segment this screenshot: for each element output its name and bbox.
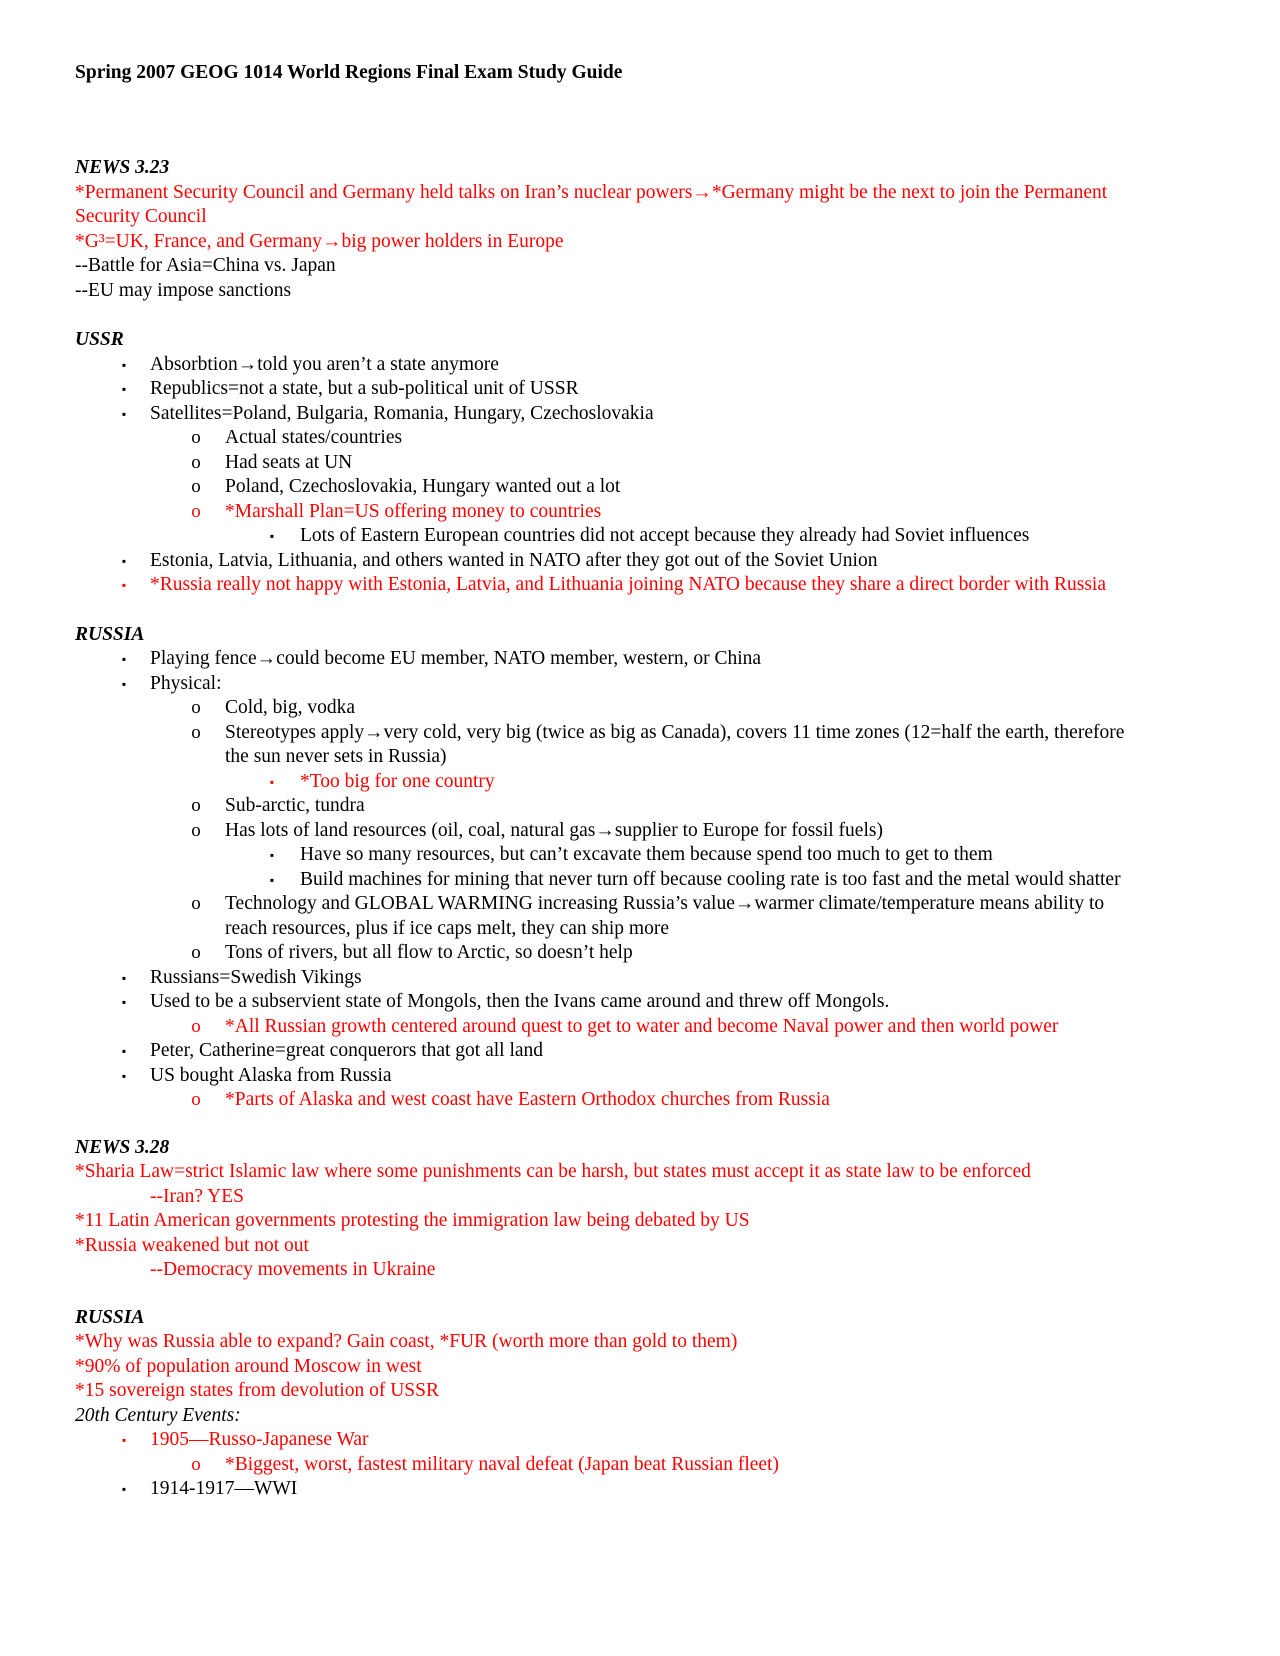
list-item: o Poland, Czechoslovakia, Hungary wanted out a lot	[75, 475, 1210, 500]
list-item: ▪ Republics=not a state, but a sub-political unit of USSR	[75, 377, 1210, 402]
subheading-20th-century-events: 20th Century Events:	[75, 1404, 241, 1426]
list-item: o *Parts of Alaska and west coast have Eastern Orthodox churches from Russia	[75, 1088, 1210, 1113]
list-item: ▪ US bought Alaska from Russia	[75, 1064, 1210, 1089]
list-item: ▪ Used to be a subservient state of Mongols, then the Ivans came around and threw off Mongols.	[75, 990, 1210, 1015]
circle-bullet-icon: o	[191, 893, 201, 914]
list-item: ▪ 1914-1917—WWI	[75, 1477, 1210, 1502]
note-line: *15 sovereign states from devolution of USSR	[75, 1380, 439, 1401]
list-item: o Has lots of land resources (oil, coal, natural gas→supplier to Europe for fossil fuels)	[75, 819, 1210, 844]
list-item: ▪ Playing fence→could become EU member, NATO member, western, or China	[75, 647, 1210, 672]
list-item: ▪ 1905—Russo-Japanese War	[75, 1428, 1210, 1453]
circle-bullet-icon: o	[191, 1015, 201, 1037]
square-bullet-icon: ▪	[121, 676, 127, 691]
list-item: ▪ Russians=Swedish Vikings	[75, 966, 1210, 991]
list-item-continuation: reach resources, plus if ice caps melt, they can ship more	[225, 917, 669, 939]
square-bullet-icon: ▪	[121, 1068, 127, 1083]
square-bullet-icon: ▪	[121, 652, 127, 666]
section-heading-russia-2: RUSSIA	[75, 1306, 145, 1328]
circle-bullet-icon: o	[191, 500, 201, 522]
list-item: ▪ Build machines for mining that never turn off because cooling rate is too fast and the metal would shatter	[75, 868, 1210, 893]
section-heading-russia: RUSSIA	[75, 623, 145, 645]
circle-bullet-icon: o	[191, 795, 201, 816]
note-line: *Why was Russia able to expand? Gain coast, *FUR (worth more than gold to them)	[75, 1331, 738, 1352]
list-item: o Stereotypes apply→very cold, very big (twice as big as Canada), covers 11 time zones (12=half the earth, therefore	[75, 721, 1210, 746]
list-item: ▪ Absorbtion→told you aren’t a state anymore	[75, 353, 1210, 378]
news-line: --Battle for Asia=China vs. Japan	[75, 255, 336, 276]
square-bullet-icon: ▪	[121, 357, 127, 372]
list-item: o Cold, big, vodka	[75, 696, 1210, 721]
news-line: *Russia weakened but not out	[75, 1234, 309, 1256]
list-item: ▪ Have so many resources, but can’t excavate them because spend too much to get to them	[75, 843, 1210, 868]
document-body	[75, 156, 1210, 1502]
square-bullet-icon: ▪	[269, 529, 275, 543]
list-item: o *Marshall Plan=US offering money to countries	[75, 500, 1210, 525]
note-line: *90% of population around Moscow in west	[75, 1355, 422, 1377]
list-item: ▪ *Too big for one country	[75, 770, 1210, 795]
circle-bullet-icon: o	[191, 697, 201, 718]
square-bullet-icon: ▪	[121, 553, 127, 568]
news-line: Security Council	[75, 206, 207, 227]
circle-bullet-icon: o	[191, 721, 201, 743]
list-item: ▪ *Russia really not happy with Estonia, Latvia, and Lithuania joining NATO because they share a direct border with Russia	[75, 573, 1210, 598]
square-bullet-icon: ▪	[121, 1433, 127, 1447]
news-line: --EU may impose sanctions	[75, 279, 292, 301]
circle-bullet-icon: o	[191, 451, 201, 473]
section-heading-news-3-23: NEWS 3.23	[75, 157, 170, 178]
news-line: *Permanent Security Council and Germany held talks on Iran’s nuclear powers→*Germany might be the next to join the Permanent	[75, 181, 1108, 203]
news-line: --Democracy movements in Ukraine	[150, 1259, 436, 1280]
circle-bullet-icon: o	[191, 476, 201, 497]
section-heading-ussr: USSR	[75, 329, 124, 350]
square-bullet-icon: ▪	[121, 1482, 127, 1496]
list-item: o *Biggest, worst, fastest military naval defeat (Japan beat Russian fleet)	[75, 1453, 1210, 1478]
news-line: *G³=UK, France, and Germany→big power holders in Europe	[75, 230, 564, 252]
document-title: Spring 2007 GEOG 1014 World Regions Final Exam Study Guide	[75, 62, 623, 83]
list-item: o Technology and GLOBAL WARMING increasing Russia’s value→warmer climate/temperature means ability to	[75, 892, 1210, 917]
list-item: o Actual states/countries	[75, 426, 1210, 451]
circle-bullet-icon: o	[191, 1453, 201, 1475]
square-bullet-icon: ▪	[121, 970, 127, 985]
circle-bullet-icon: o	[191, 427, 201, 448]
section-heading-news-3-28: NEWS 3.28	[75, 1136, 170, 1158]
list-item: o Tons of rivers, but all flow to Arctic, so doesn’t help	[75, 941, 1210, 966]
square-bullet-icon: ▪	[269, 774, 275, 789]
news-line: --Iran? YES	[150, 1185, 245, 1207]
list-item: o Had seats at UN	[75, 451, 1210, 476]
circle-bullet-icon: o	[191, 1089, 201, 1110]
square-bullet-icon: ▪	[269, 848, 275, 862]
list-item: ▪ Lots of Eastern European countries did not accept because they already had Soviet influences	[75, 524, 1210, 549]
list-item: ▪ Physical:	[75, 672, 1210, 697]
circle-bullet-icon: o	[191, 819, 201, 841]
list-item-continuation: the sun never sets in Russia)	[225, 746, 447, 767]
square-bullet-icon: ▪	[269, 872, 275, 887]
square-bullet-icon: ▪	[121, 1044, 127, 1058]
square-bullet-icon: ▪	[121, 382, 127, 396]
list-item: ▪ Estonia, Latvia, Lithuania, and others wanted in NATO after they got out of the Soviet Union	[75, 549, 1210, 574]
list-item: ▪ Satellites=Poland, Bulgaria, Romania, Hungary, Czechoslovakia	[75, 402, 1210, 427]
list-item: o *All Russian growth centered around quest to get to water and become Naval power and then world power	[75, 1015, 1210, 1040]
square-bullet-icon: ▪	[121, 995, 127, 1009]
news-line: *11 Latin American governments protesting the immigration law being debated by US	[75, 1210, 750, 1231]
list-item: ▪ Peter, Catherine=great conquerors that got all land	[75, 1039, 1210, 1064]
circle-bullet-icon: o	[191, 942, 201, 963]
list-item: o Sub-arctic, tundra	[75, 794, 1210, 819]
square-bullet-icon: ▪	[121, 578, 127, 592]
square-bullet-icon: ▪	[121, 406, 127, 421]
news-line: *Sharia Law=strict Islamic law where some punishments can be harsh, but states must accept it as state law to be enforced	[75, 1161, 1031, 1182]
